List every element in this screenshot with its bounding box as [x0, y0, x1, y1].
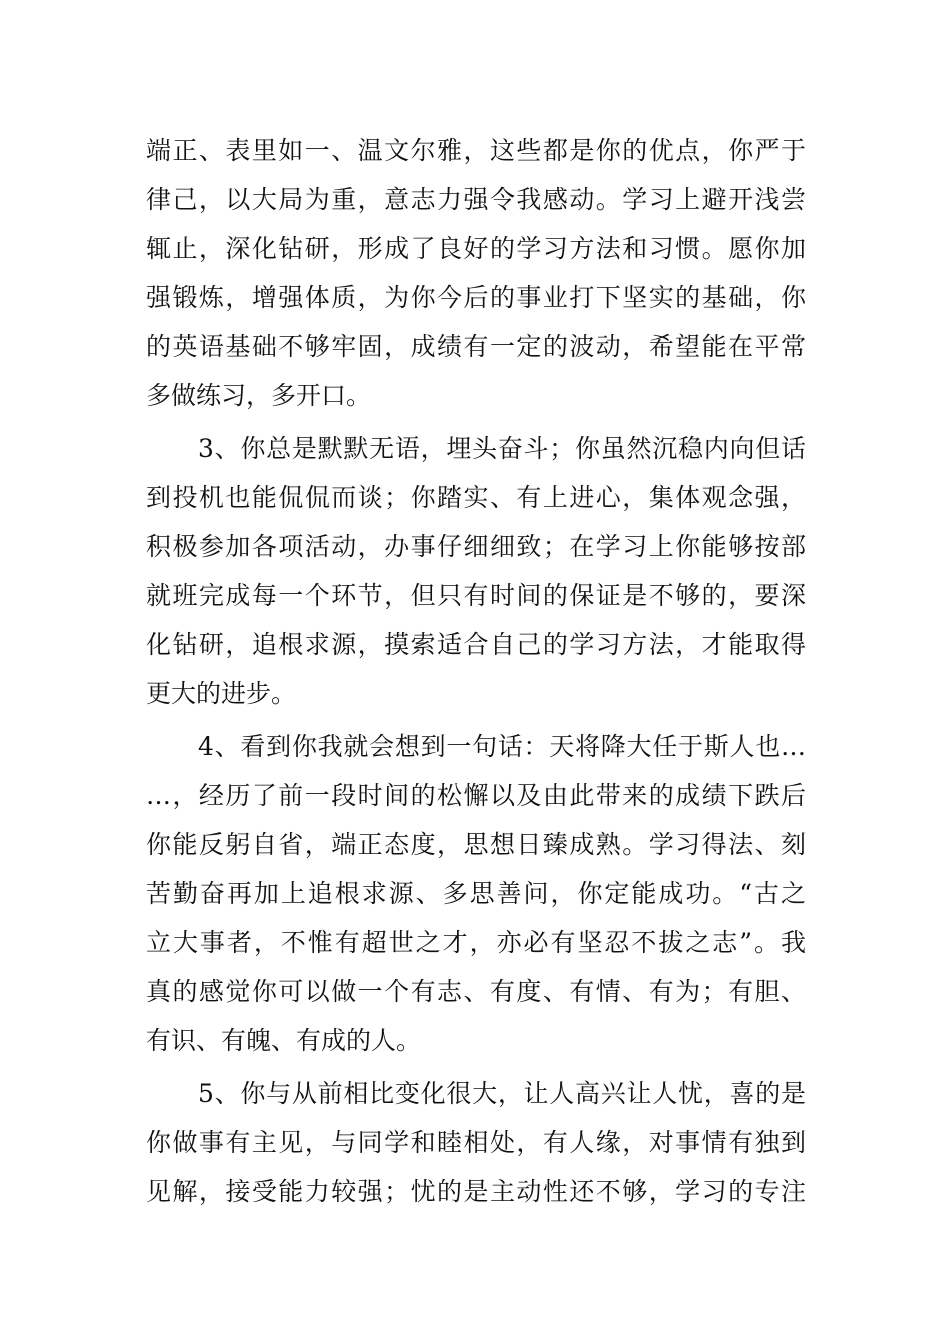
text-line: 你能反躬自省，端正态度，思想日臻成熟。学习得法、刻 [146, 830, 806, 859]
paragraph-3-first-line: 3、你总是默默无语，埋头奋斗；你虽然沉稳内向但话 [198, 434, 806, 463]
text-line: 化钻研，追根求源，摸索适合自己的学习方法，才能取得 [146, 630, 806, 659]
text-line: 立大事者，不惟有超世之才，亦必有坚忍不拔之志”。我 [146, 928, 806, 957]
text-line: 多做练习，多开口。 [146, 381, 372, 410]
text-line: 到投机也能侃侃而谈；你踏实、有上进心，集体观念强， [146, 483, 806, 512]
paragraph-4-first-line: 4、看到你我就会想到一句话：天将降大任于斯人也… [198, 732, 806, 761]
text-line: 你做事有主见，与同学和睦相处，有人缘，对事情有独到 [146, 1128, 806, 1157]
text-line: 见解，接受能力较强；忧的是主动性还不够，学习的专注 [146, 1177, 806, 1206]
text-line: 苦勤奋再加上追根求源、多思善问，你定能成功。“古之 [146, 879, 806, 908]
text-line: …，经历了前一段时间的松懈以及由此带来的成绩下跌后 [146, 781, 806, 810]
text-line: 有识、有魄、有成的人。 [146, 1026, 422, 1055]
text-line: 的英语基础不够牢固，成绩有一定的波动，希望能在平常 [146, 332, 806, 361]
text-line: 就班完成每一个环节，但只有时间的保证是不够的，要深 [146, 581, 806, 610]
text-line: 更大的进步。 [146, 679, 297, 708]
text-line: 强锻炼，增强体质，为你今后的事业打下坚实的基础，你 [146, 283, 806, 312]
text-line: 积极参加各项活动，办事仔细细致；在学习上你能够按部 [146, 532, 806, 561]
paragraph-5-first-line: 5、你与从前相比变化很大，让人高兴让人忧，喜的是 [198, 1079, 806, 1108]
text-line: 辄止，深化钻研，形成了良好的学习方法和习惯。愿你加 [146, 234, 806, 263]
text-line: 真的感觉你可以做一个有志、有度、有情、有为；有胆、 [146, 977, 806, 1006]
text-line: 端正、表里如一、温文尔雅，这些都是你的优点，你严于 [146, 136, 806, 165]
text-line: 律己，以大局为重，意志力强令我感动。学习上避开浅尝 [146, 185, 806, 214]
